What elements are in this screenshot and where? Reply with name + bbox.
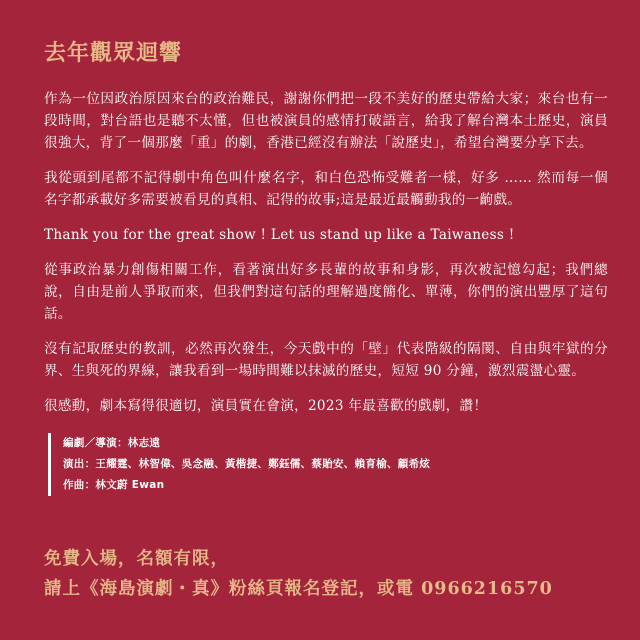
section-heading: 去年觀眾迴響 bbox=[44, 40, 183, 66]
testimonial-paragraph: 我從頭到尾都不記得劇中角色叫什麼名字，和白色恐怖受難者一樣，好多 …… 然而每一個名字都承載好多需要被看見的真相、記得的故事;這是最近最觸動我的一齣戲。 bbox=[44, 170, 608, 208]
footer-line-registration: 請上《海島演劇・真》粉絲頁報名登記，或電 0966216570 bbox=[44, 579, 553, 599]
testimonial-paragraph: 很感動，劇本寫得很適切，演員實在會演，2023 年最喜歡的戲劇，讚！ bbox=[44, 398, 488, 414]
testimonials bbox=[44, 88, 608, 417]
registration-footer bbox=[44, 544, 553, 604]
credit-composer: 作曲：林文蔚 Ewan bbox=[63, 479, 165, 491]
testimonial-paragraph: Thank you for the great show ! Let us stand up like a Taiwaness ! bbox=[44, 227, 515, 243]
testimonial-paragraph: 沒有記取歷史的教訓，必然再次發生，今天戲中的「壁」代表階級的隔閡、自由與牢獄的分界、生與死的界線，讓我看到一場時間難以抹滅的歷史，短短 90 分鐘，激烈震盪心靈。 bbox=[44, 341, 608, 379]
credit-director: 編劇／導演：林志遠 bbox=[63, 437, 161, 449]
testimonial-paragraph: 從事政治暴力創傷相關工作，看著演出好多長輩的故事和身影，再次被記憶勾起；我們總說，自由是前人爭取而來，但我們對這句話的理解過度簡化、單薄，你們的演出豐厚了這句話。 bbox=[44, 262, 608, 322]
credits-block bbox=[48, 433, 608, 496]
footer-line-admission: 免費入場，名額有限， bbox=[44, 549, 229, 569]
credit-cast: 演出：王耀霆、林智偉、吳念融、黃楷捷、鄭鈺儒、蔡貽安、賴育榆、顧希炫 bbox=[63, 458, 431, 470]
testimonial-paragraph: 作為一位因政治原因來台的政治難民，謝謝你們把一段不美好的歷史帶給大家；來台也有一段時間，對台語也是聽不太懂，但也被演員的感情打破語言，給我了解台灣本土歷史，演員很強大，背了一個那麼「重」的劇，香港已經沒有辦法「說歷史」，希望台灣要分享下去。 bbox=[44, 91, 608, 151]
